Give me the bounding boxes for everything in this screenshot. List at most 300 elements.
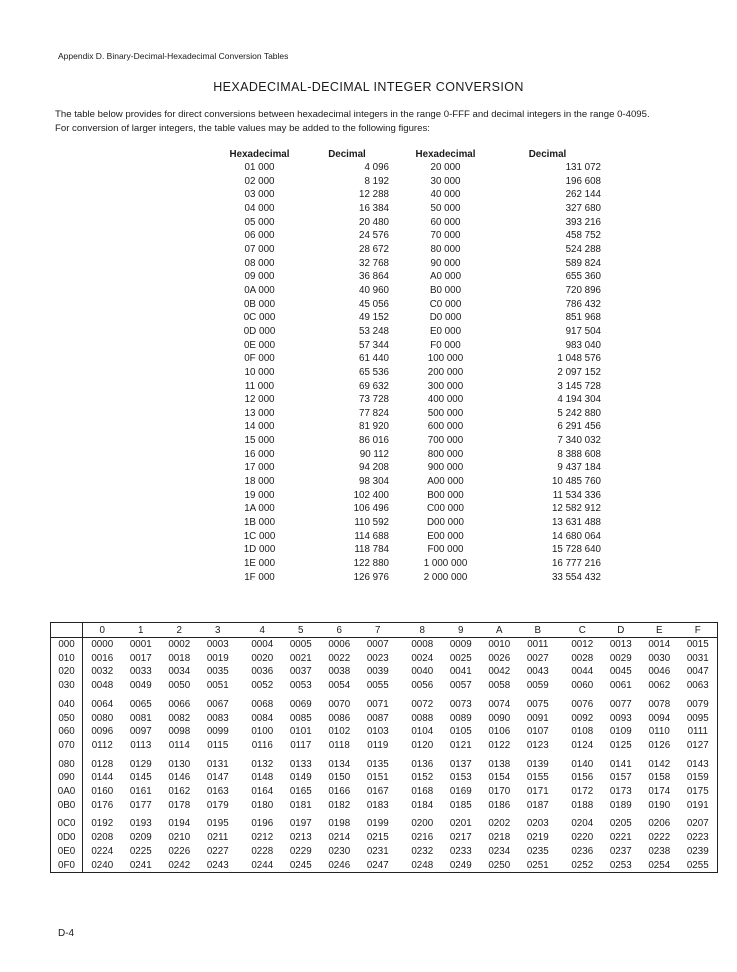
grid-cell: 0193 [129, 818, 152, 830]
grid-cell: 0059 [526, 680, 549, 692]
table-row [222, 298, 601, 312]
grid-cell: 0071 [366, 698, 389, 710]
table-cell: 33 554 432 [551, 571, 601, 583]
table-cell: 16 777 216 [551, 558, 601, 570]
grid-cell: 0063 [686, 680, 709, 692]
grid-cell: 0199 [366, 818, 389, 830]
table-cell: 13 631 488 [551, 517, 601, 529]
grid-cell: 0079 [686, 698, 709, 710]
grid-cell: 0037 [289, 666, 312, 678]
table-row [222, 407, 601, 421]
grid-cell: 0076 [571, 698, 594, 710]
grid-cell: 0210 [168, 832, 191, 844]
grid-cell: 0008 [411, 639, 434, 650]
table-cell: 102 400 [353, 489, 389, 501]
grid-row [51, 771, 718, 785]
grid-cell: 0225 [129, 845, 152, 857]
table-cell: 700 000 [427, 435, 464, 447]
grid-row [51, 652, 718, 666]
grid-column-header: B [519, 623, 558, 638]
table-cell: 45 056 [359, 298, 389, 310]
grid-cell: 0145 [129, 772, 152, 784]
grid-cell: 0143 [686, 758, 709, 770]
grid-cell: 0045 [609, 666, 632, 678]
grid-cell: 0156 [571, 772, 594, 784]
grid-row [51, 638, 718, 652]
grid-cell: 0129 [129, 758, 152, 770]
grid-cell: 0220 [571, 832, 594, 844]
table-cell: 90 112 [359, 448, 389, 460]
table-cell: 122 880 [353, 558, 389, 570]
grid-row-label: 000 [51, 638, 83, 652]
hex-decimal-grid [50, 622, 718, 873]
grid-cell: 0223 [686, 832, 709, 844]
grid-cell: 0111 [687, 726, 708, 738]
table-cell: 40 000 [430, 189, 461, 201]
table-cell: 05 000 [244, 216, 275, 228]
grid-cell: 0155 [526, 772, 549, 784]
grid-cell: 0007 [366, 639, 389, 650]
grid-cell: 0054 [328, 680, 351, 692]
grid-cell: 0080 [91, 712, 114, 724]
grid-cell: 0062 [648, 680, 671, 692]
grid-cell: 0235 [526, 845, 549, 857]
grid-cell: 0238 [648, 845, 671, 857]
table-cell: 02 000 [244, 175, 275, 187]
table-cell: 1 000 000 [423, 558, 468, 570]
grid-row [51, 739, 718, 753]
table-row [222, 489, 601, 503]
grid-cell: 0009 [449, 639, 472, 650]
table-cell: 106 496 [353, 503, 389, 515]
table-cell: 69 632 [359, 380, 389, 392]
table-row [222, 475, 601, 489]
grid-cell: 0004 [251, 639, 274, 650]
grid-row-label: 0E0 [51, 845, 83, 859]
grid-row-label: 060 [51, 725, 83, 739]
table-cell: 1D 000 [243, 544, 276, 556]
grid-cell: 0073 [449, 698, 472, 710]
table-cell: 1A 000 [244, 503, 275, 515]
grid-cell: 0217 [449, 832, 472, 844]
table-cell: 61 440 [359, 353, 389, 365]
grid-cell: 0019 [206, 652, 229, 664]
grid-cell: 0056 [411, 680, 434, 692]
table-cell: 32 768 [359, 257, 389, 269]
grid-cell: 0022 [328, 652, 351, 664]
grid-cell: 0201 [449, 818, 472, 830]
grid-cell: 0171 [526, 786, 549, 798]
table-cell: 917 504 [565, 325, 601, 337]
table-cell: 589 824 [565, 257, 601, 269]
grid-cell: 0161 [129, 786, 152, 798]
grid-row-label: 0C0 [51, 812, 83, 831]
grid-cell: 0195 [206, 818, 229, 830]
grid-cell: 0093 [609, 712, 632, 724]
grid-cell: 0030 [648, 652, 671, 664]
table-cell: 6 291 456 [557, 421, 601, 433]
table-cell: E00 000 [427, 530, 464, 542]
table-cell: 851 968 [565, 312, 601, 324]
grid-cell: 0006 [328, 639, 351, 650]
grid-cell: 0112 [91, 739, 113, 751]
grid-cell: 0222 [648, 832, 671, 844]
grid-cell: 0110 [648, 726, 670, 738]
table-cell: 983 040 [565, 339, 601, 351]
grid-cell: 0166 [328, 786, 351, 798]
grid-cell: 0041 [449, 666, 472, 678]
grid-cell: 0205 [609, 818, 632, 830]
grid-cell: 0075 [526, 698, 549, 710]
grid-cell: 0187 [526, 799, 549, 811]
grid-cell: 0214 [328, 832, 351, 844]
grid-cell: 0084 [251, 712, 274, 724]
grid-cell: 0102 [328, 726, 351, 738]
grid-row [51, 799, 718, 813]
grid-column-header: 3 [199, 623, 238, 638]
grid-cell: 0042 [488, 666, 511, 678]
table-cell: 16 384 [359, 202, 389, 214]
table-cell: 60 000 [430, 216, 461, 228]
grid-cell: 0233 [449, 845, 472, 857]
grid-cell: 0065 [129, 698, 152, 710]
grid-header-row [51, 623, 718, 638]
grid-cell: 0077 [609, 698, 632, 710]
table-cell: 94 208 [359, 462, 389, 474]
grid-cell: 0055 [366, 680, 389, 692]
grid-cell: 0101 [289, 726, 312, 738]
table-cell: 131 072 [565, 162, 601, 173]
grid-cell: 0237 [609, 845, 632, 857]
grid-cell: 0094 [648, 712, 671, 724]
page-title: HEXADECIMAL-DECIMAL INTEGER CONVERSION [213, 80, 524, 94]
grid-cell: 0087 [366, 712, 389, 724]
grid-cell: 0159 [686, 772, 709, 784]
grid-cell: 0106 [488, 726, 511, 738]
grid-cell: 0203 [526, 818, 549, 830]
grid-cell: 0227 [206, 845, 229, 857]
grid-cell: 0126 [648, 739, 671, 751]
grid-cell: 0162 [168, 786, 191, 798]
column-header: Hexadecimal [229, 148, 290, 160]
grid-cell: 0252 [571, 859, 594, 871]
grid-cell: 0085 [289, 712, 312, 724]
grid-cell: 0231 [366, 845, 389, 857]
grid-cell: 0216 [411, 832, 434, 844]
grid-cell: 0092 [571, 712, 594, 724]
grid-cell: 0050 [168, 680, 191, 692]
grid-cell: 0125 [609, 739, 632, 751]
grid-cell: 0115 [207, 739, 229, 751]
table-row [222, 434, 601, 448]
grid-cell: 0122 [488, 739, 511, 751]
grid-cell: 0191 [686, 799, 709, 811]
table-cell: 0D 000 [243, 325, 276, 337]
large-integer-header-row [222, 147, 601, 161]
table-cell: 126 976 [353, 571, 389, 583]
table-cell: 53 248 [359, 325, 389, 337]
table-cell: 01 000 [244, 162, 275, 173]
grid-column-header: 9 [442, 623, 481, 638]
table-cell: B0 000 [429, 284, 462, 296]
grid-row-label: 0F0 [51, 859, 83, 873]
grid-cell: 0027 [526, 652, 549, 664]
grid-cell: 0107 [526, 726, 549, 738]
grid-cell: 0149 [289, 772, 312, 784]
grid-cell: 0249 [449, 859, 472, 871]
grid-cell: 0044 [571, 666, 594, 678]
grid-cell: 0243 [206, 859, 229, 871]
table-cell: 800 000 [427, 448, 464, 460]
grid-cell: 0164 [251, 786, 274, 798]
table-cell: 49 152 [359, 312, 389, 324]
table-cell: 15 000 [244, 435, 275, 447]
grid-cell: 0090 [488, 712, 511, 724]
grid-cell: 0154 [488, 772, 511, 784]
grid-cell: 0061 [609, 680, 632, 692]
grid-cell: 0124 [571, 739, 594, 751]
grid-cell: 0053 [289, 680, 312, 692]
grid-cell: 0141 [609, 758, 632, 770]
table-cell: 5 242 880 [557, 407, 601, 419]
grid-cell: 0118 [328, 739, 350, 751]
grid-cell: 0230 [328, 845, 351, 857]
grid-column-header: E [640, 623, 679, 638]
grid-row [51, 679, 718, 693]
grid-cell: 0240 [91, 859, 114, 871]
table-cell: 09 000 [244, 271, 275, 283]
table-cell: 90 000 [430, 257, 461, 269]
grid-cell: 0147 [206, 772, 229, 784]
table-row [222, 188, 601, 202]
table-cell: 03 000 [244, 189, 275, 201]
grid-column-header: 6 [320, 623, 359, 638]
grid-cell: 0015 [686, 639, 709, 650]
grid-cell: 0081 [129, 712, 152, 724]
grid-row-label: 0A0 [51, 785, 83, 799]
table-row [222, 502, 601, 516]
table-cell: 4 096 [364, 162, 389, 173]
grid-cell: 0103 [366, 726, 389, 738]
table-cell: 36 864 [359, 271, 389, 283]
grid-column-header: 2 [160, 623, 199, 638]
grid-cell: 0010 [488, 639, 511, 650]
table-cell: 1F 000 [244, 571, 275, 583]
table-cell: 10 485 760 [551, 476, 601, 488]
table-cell: 1B 000 [243, 517, 276, 529]
grid-cell: 0134 [328, 758, 351, 770]
table-row [222, 530, 601, 544]
table-row [222, 543, 601, 557]
grid-cell: 0039 [366, 666, 389, 678]
grid-cell: 0226 [168, 845, 191, 857]
table-cell: 1C 000 [243, 530, 276, 542]
grid-cell: 0032 [91, 666, 114, 678]
grid-row [51, 753, 718, 772]
table-cell: 600 000 [427, 421, 464, 433]
table-cell: 20 480 [359, 216, 389, 228]
table-cell: 0C 000 [243, 312, 276, 324]
grid-cell: 0025 [449, 652, 472, 664]
grid-row-label: 080 [51, 753, 83, 772]
grid-row [51, 812, 718, 831]
table-cell: 06 000 [244, 230, 275, 242]
grid-cell: 0011 [527, 639, 549, 650]
grid-cell: 0234 [488, 845, 511, 857]
grid-cell: 0251 [526, 859, 549, 871]
grid-cell: 0083 [206, 712, 229, 724]
column-header: Decimal [528, 148, 567, 160]
grid-cell: 0188 [571, 799, 594, 811]
grid-cell: 0213 [289, 832, 312, 844]
grid-cell: 0246 [328, 859, 351, 871]
grid-cell: 0104 [411, 726, 434, 738]
grid-cell: 0181 [289, 799, 312, 811]
grid-cell: 0003 [206, 639, 229, 650]
grid-cell: 0123 [526, 739, 549, 751]
grid-cell: 0052 [251, 680, 274, 692]
grid-cell: 0108 [571, 726, 594, 738]
grid-column-header: D [602, 623, 641, 638]
grid-row-label: 0D0 [51, 831, 83, 845]
grid-cell: 0024 [411, 652, 434, 664]
table-cell: D0 000 [429, 312, 462, 324]
table-row [222, 557, 601, 571]
grid-cell: 0078 [648, 698, 671, 710]
grid-row-label: 030 [51, 679, 83, 693]
grid-cell: 0120 [411, 739, 434, 751]
table-cell: 9 437 184 [557, 462, 601, 474]
grid-cell: 0097 [129, 726, 152, 738]
grid-cell: 0034 [168, 666, 191, 678]
grid-cell: 0172 [571, 786, 594, 798]
grid-cell: 0140 [571, 758, 594, 770]
grid-row-label: 070 [51, 739, 83, 753]
grid-cell: 0215 [366, 832, 389, 844]
grid-cell: 0130 [168, 758, 191, 770]
grid-cell: 0138 [488, 758, 511, 770]
grid-cell: 0070 [328, 698, 351, 710]
grid-cell: 0048 [91, 680, 114, 692]
grid-cell: 0239 [686, 845, 709, 857]
grid-cell: 0196 [251, 818, 274, 830]
table-row [222, 339, 601, 353]
grid-cell: 0133 [289, 758, 312, 770]
table-cell: 2 097 152 [557, 366, 601, 378]
table-cell: 20 000 [430, 162, 461, 173]
table-row [222, 571, 601, 585]
grid-cell: 0218 [488, 832, 511, 844]
table-cell: 70 000 [430, 230, 461, 242]
table-cell: 16 000 [244, 448, 275, 460]
table-cell: 28 672 [359, 243, 389, 255]
grid-cell: 0040 [411, 666, 434, 678]
grid-cell: 0244 [251, 859, 274, 871]
table-cell: 15 728 640 [551, 544, 601, 556]
table-cell: 77 824 [359, 407, 389, 419]
table-row [222, 420, 601, 434]
grid-cell: 0017 [129, 652, 152, 664]
grid-cell: 0046 [648, 666, 671, 678]
grid-cell: 0175 [686, 786, 709, 798]
table-cell: B00 000 [427, 489, 464, 501]
table-row [222, 161, 601, 175]
grid-cell: 0165 [289, 786, 312, 798]
grid-cell: 0047 [686, 666, 709, 678]
table-row [222, 270, 601, 284]
table-cell: 11 000 [244, 380, 275, 392]
grid-cell: 0121 [449, 739, 472, 751]
table-cell: 110 592 [354, 517, 389, 529]
grid-cell: 0176 [91, 799, 114, 811]
table-cell: 3 145 728 [557, 380, 601, 392]
grid-cell: 0135 [366, 758, 389, 770]
grid-cell: 0192 [91, 818, 114, 830]
grid-cell: 0028 [571, 652, 594, 664]
grid-cell: 0253 [609, 859, 632, 871]
grid-cell: 0151 [366, 772, 389, 784]
grid-cell: 0002 [168, 639, 191, 650]
grid-column-header: F [679, 623, 718, 638]
grid-row-label: 040 [51, 693, 83, 712]
grid-row [51, 725, 718, 739]
grid-cell: 0074 [488, 698, 511, 710]
grid-row-label: 050 [51, 712, 83, 726]
grid-cell: 0131 [206, 758, 229, 770]
grid-cell: 0206 [648, 818, 671, 830]
table-row [222, 229, 601, 243]
grid-cell: 0182 [328, 799, 351, 811]
grid-cell: 0229 [289, 845, 312, 857]
grid-cell: 0248 [411, 859, 434, 871]
grid-column-header: 4 [237, 623, 282, 638]
grid-cell: 0038 [328, 666, 351, 678]
page-header: Appendix D. Binary-Decimal-Hexadecimal Conversion Tables [58, 51, 289, 61]
grid-cell: 0184 [411, 799, 434, 811]
grid-cell: 0178 [168, 799, 191, 811]
table-cell: 17 000 [244, 462, 275, 474]
grid-cell: 0113 [130, 739, 152, 751]
grid-cell: 0200 [411, 818, 434, 830]
table-row [222, 516, 601, 530]
grid-cell: 0242 [168, 859, 191, 871]
grid-cell: 0177 [129, 799, 152, 811]
grid-cell: 0033 [129, 666, 152, 678]
grid-cell: 0013 [609, 639, 632, 650]
grid-cell: 0163 [206, 786, 229, 798]
grid-cell: 0190 [648, 799, 671, 811]
grid-row-label: 010 [51, 652, 83, 666]
table-cell: 80 000 [430, 243, 461, 255]
table-row [222, 393, 601, 407]
table-cell: 1 048 576 [557, 353, 601, 365]
table-cell: A00 000 [427, 476, 464, 488]
table-cell: 4 194 304 [557, 394, 601, 406]
table-cell: A0 000 [429, 271, 462, 283]
grid-cell: 0109 [609, 726, 632, 738]
grid-row-label: 0B0 [51, 799, 83, 813]
table-row [222, 284, 601, 298]
grid-cell: 0128 [91, 758, 114, 770]
column-header: Hexadecimal [415, 148, 476, 160]
grid-cell: 0051 [206, 680, 229, 692]
table-cell: 8 388 608 [557, 448, 601, 460]
grid-cell: 0197 [289, 818, 312, 830]
grid-cell: 0146 [168, 772, 191, 784]
grid-cell: 0173 [609, 786, 632, 798]
grid-cell: 0099 [206, 726, 229, 738]
table-cell: 655 360 [565, 271, 601, 283]
